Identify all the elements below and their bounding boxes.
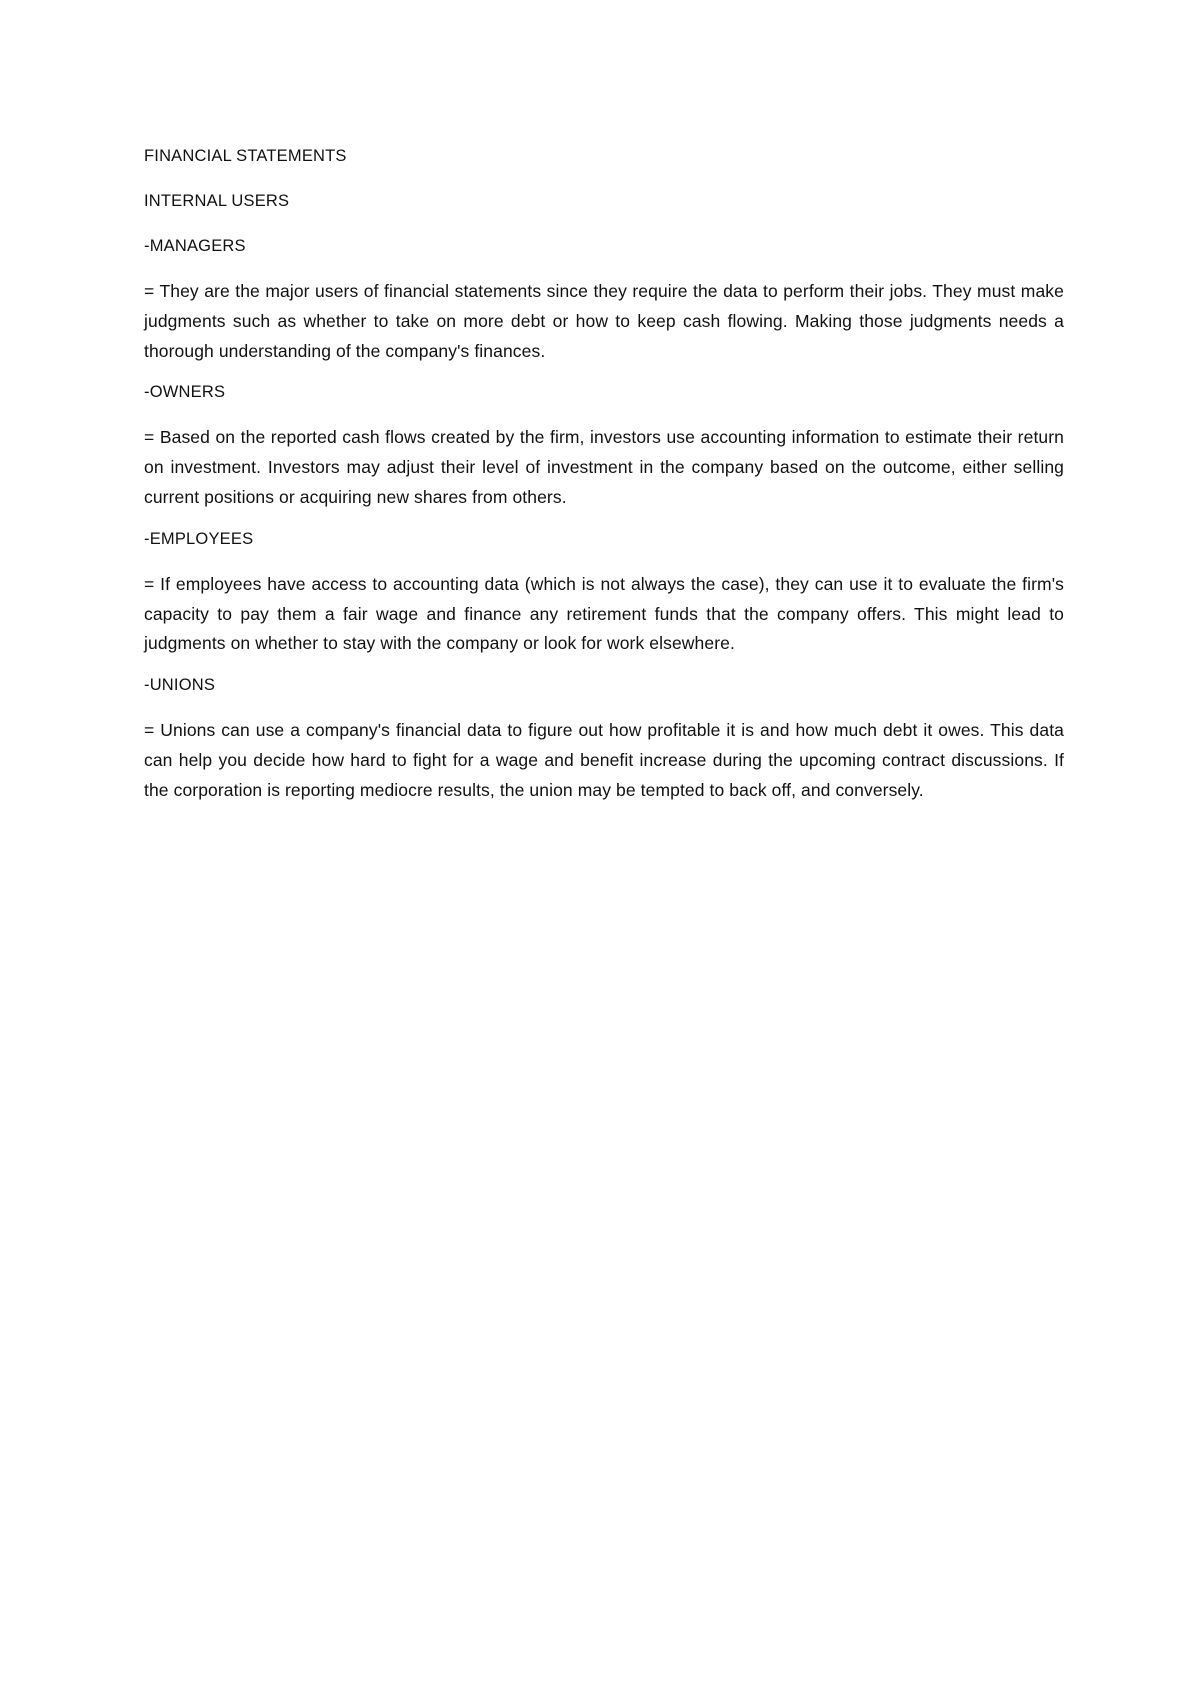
section-heading: -MANAGERS <box>144 237 246 255</box>
section-paragraph: = Based on the reported cash flows created by the firm, investors use accounting information to estimate their return on investment. Investors may adjust their level of investment in the company based on the outcome, either selling current positions or acquiring new shares from others. <box>144 427 1064 507</box>
section-heading: -UNIONS <box>144 676 216 695</box>
section-paragraph: = They are the major users of financial statements since they require the data to perform their jobs. They must make judgments such as whether to take on more debt or how to keep cash flowing. Making those judgments needs a thorough understanding of the company's finances. <box>144 281 1064 361</box>
section-heading: -EMPLOYEES <box>144 529 254 548</box>
section-heading: -OWNERS <box>144 383 226 402</box>
section-unions <box>144 675 1064 805</box>
section-owners <box>144 382 1064 512</box>
section-managers <box>144 236 1064 366</box>
document-title: FINANCIAL STATEMENTS <box>144 147 347 165</box>
section-paragraph: = If employees have access to accounting data (which is not always the case), they can use it to evaluate the firm's capacity to pay them a fair wage and finance any retirement funds that the company offers. This might lead to judgments on whether to stay with the company or look for work elsewhere. <box>144 573 1064 654</box>
document-subtitle: INTERNAL USERS <box>144 192 290 210</box>
section-paragraph: = Unions can use a company's financial data to figure out how profitable it is and how much debt it owes. This data can help you decide how hard to fight for a wage and benefit increase during the upcoming contract discussions. If the corporation is reporting mediocre results, the union may be tempted to back off, and conversely. <box>144 720 1064 800</box>
section-employees <box>144 529 1064 659</box>
